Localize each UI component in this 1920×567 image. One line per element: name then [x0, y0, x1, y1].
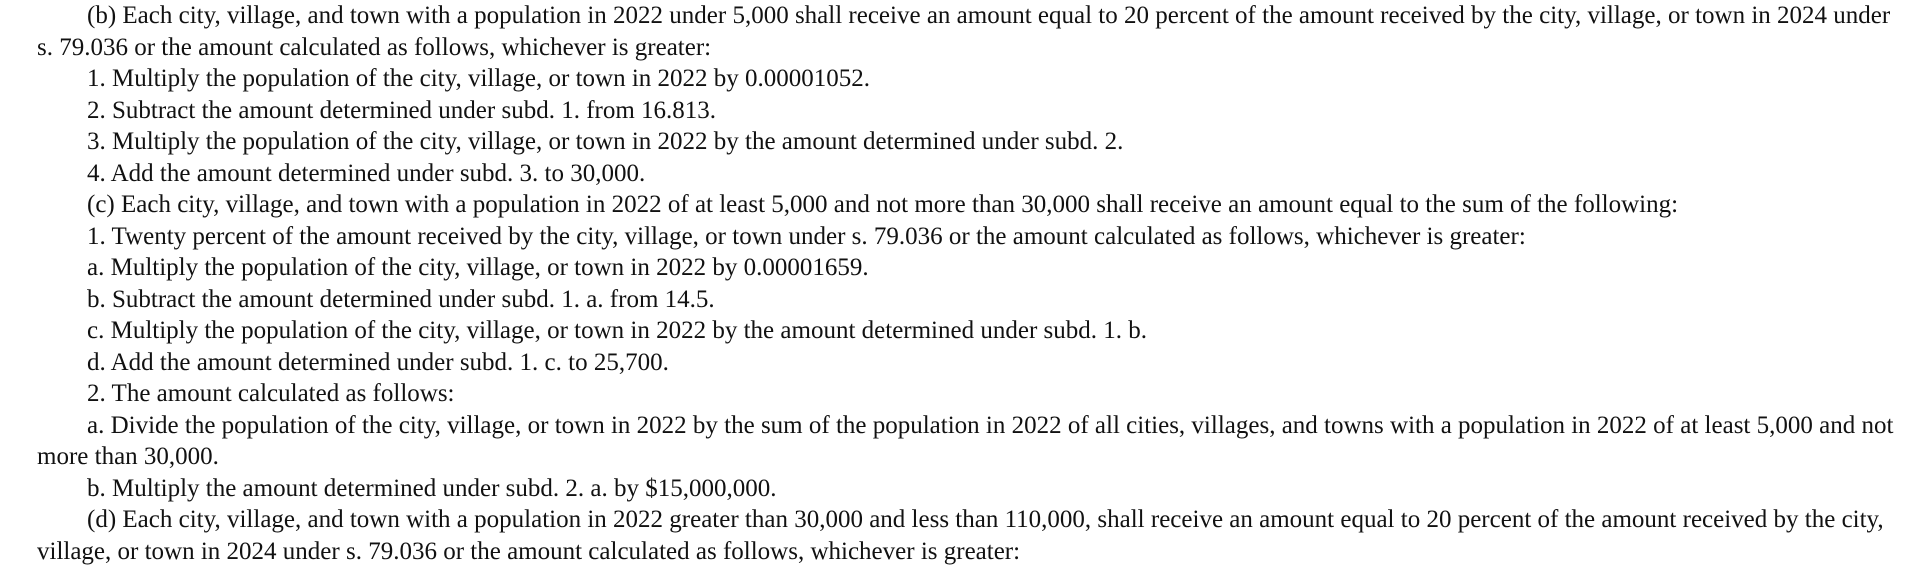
paragraph-c-2-b: b. Multiply the amount determined under subd. 2. a. by $15,000,000. — [87, 474, 777, 502]
paragraph-c-1-c: c. Multiply the population of the city, village, or town in 2022 by the amount determined under subd. 1. b. — [87, 317, 1147, 344]
paragraph-c-1-b: b. Subtract the amount determined under subd. 1. a. from 14.5. — [87, 285, 715, 313]
paragraph-b-4: 4. Add the amount determined under subd. 3. to 30,000. — [87, 159, 646, 187]
paragraph-c-1-a: a. Multiply the population of the city, village, or town in 2022 by 0.00001659. — [87, 254, 869, 281]
paragraph-c-2: 2. The amount calculated as follows: — [87, 380, 455, 407]
paragraph-d: (d) Each city, village, and town with a population in 2022 greater than 30,000 and less than 110,000, shall receive an amount equal to 20 percent of the amount received by the city, village, or town in 2024 under s. 79.036 or the amount calculated as follows, whichever is greater: — [37, 506, 1884, 565]
paragraph-b-3: 3. Multiply the population of the city, village, or town in 2022 by the amount determined under subd. 2. — [87, 128, 1124, 155]
paragraph-c: (c) Each city, village, and town with a population in 2022 of at least 5,000 and not more than 30,000 shall receive an amount equal to the sum of the following: — [87, 191, 1679, 218]
paragraph-c-2-a: a. Divide the population of the city, village, or town in 2022 by the sum of the population in 2022 of all cities, villages, and towns with a population in 2022 of at least 5,000 and not more than 30,000. — [37, 411, 1894, 470]
paragraph-c-1: 1. Twenty percent of the amount received by the city, village, or town under s. 79.036 or the amount calculated as follows, whichever is greater: — [87, 222, 1526, 250]
paragraph-c-1-d: d. Add the amount determined under subd. 1. c. to 25,700. — [87, 348, 669, 376]
paragraph-b-2: 2. Subtract the amount determined under subd. 1. from 16.813. — [87, 96, 717, 124]
paragraph-b-1: 1. Multiply the population of the city, village, or town in 2022 by 0.00001052. — [87, 65, 871, 92]
paragraph-b: (b) Each city, village, and town with a population in 2022 under 5,000 shall receive an amount equal to 20 percent of the amount received by the city, village, or town in 2024 under s. 79.036 or the amount calculated as follows, whichever is greater: — [37, 2, 1891, 61]
